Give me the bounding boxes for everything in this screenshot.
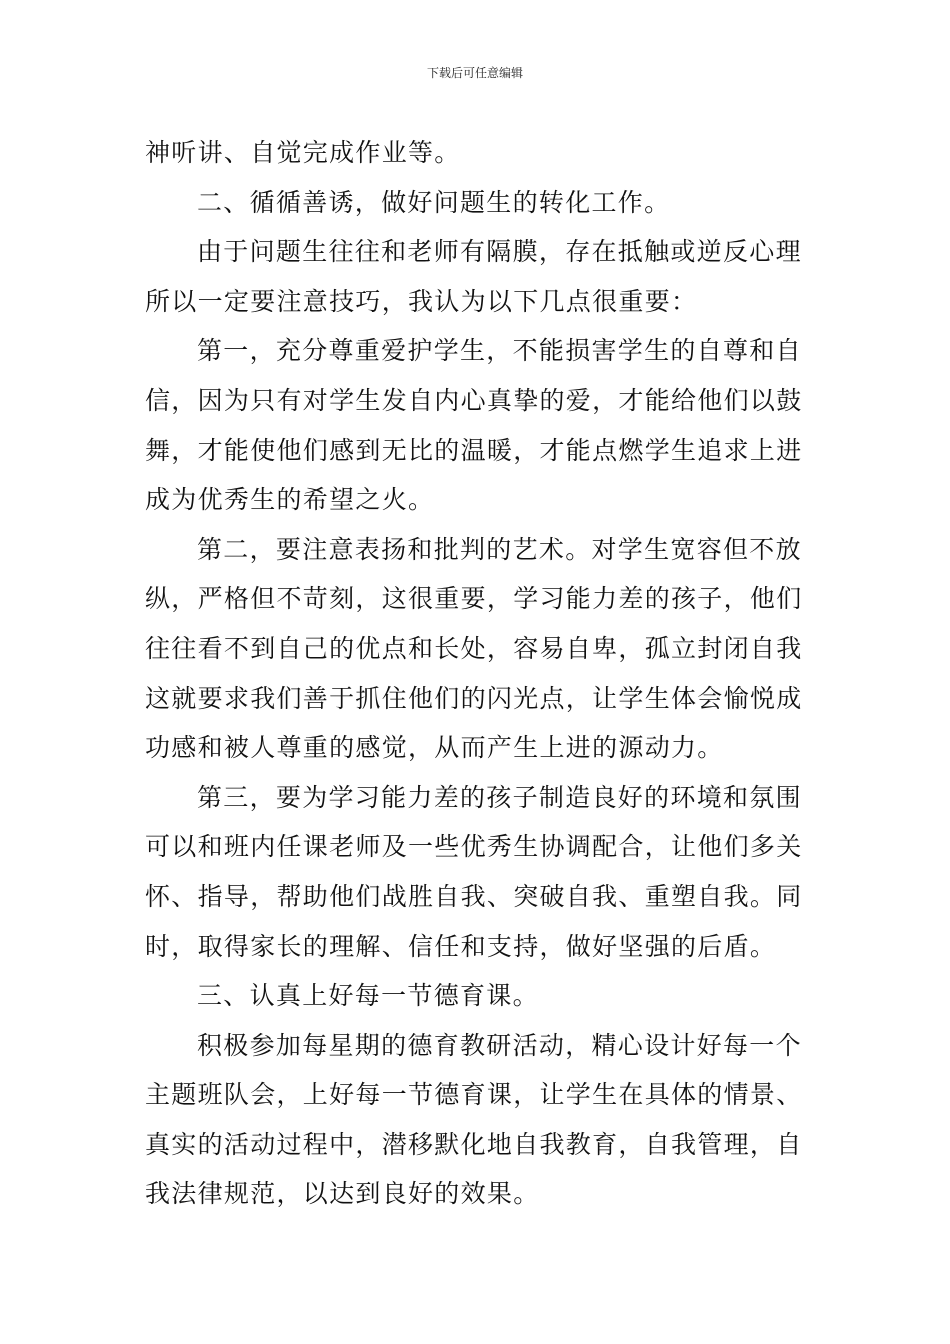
text-line: 可以和班内任课老师及一些优秀生协调配合，让他们多关 [145,832,803,862]
text-line: 怀、指导，帮助他们战胜自我、突破自我、重塑自我。同 [145,881,803,911]
text-line: 第三，要为学习能力差的孩子制造良好的环境和氛围 [197,782,802,812]
text-line: 信，因为只有对学生发自内心真挚的爱，才能给他们以鼓 [145,385,803,415]
text-line: 成为优秀生的希望之火。 [145,485,435,515]
text-line: 所以一定要注意技巧，我认为以下几点很重要： [145,286,698,316]
page-header: 下载后可任意编辑 [426,66,523,80]
document-body [145,128,810,1219]
text-line: 第一，充分尊重爱护学生，不能损害学生的自尊和自 [197,336,802,366]
text-line: 二、循循善诱，做好问题生的转化工作。 [197,187,671,217]
text-line: 第二，要注意表扬和批判的艺术。对学生宽容但不放 [197,534,802,564]
text-line: 神听讲、自觉完成作业等。 [145,138,461,167]
text-line: 纵，严格但不苛刻，这很重要，学习能力差的孩子，他们 [145,584,803,614]
text-line: 时，取得家长的理解、信任和支持，做好坚强的后盾。 [145,931,777,961]
text-line: 功感和被人尊重的感觉，从而产生上进的源动力。 [145,733,724,763]
text-line: 主题班队会，上好每一节德育课，让学生在具体的情景、 [145,1080,803,1110]
text-line: 这就要求我们善于抓住他们的闪光点，让学生体会愉悦成 [145,683,803,713]
text-line: 三、认真上好每一节德育课。 [197,981,539,1011]
text-line: 由于问题生往往和老师有隔膜，存在抵触或逆反心理 [197,237,802,267]
text-line: 我法律规范，以达到良好的效果。 [145,1179,540,1209]
text-line: 舞，才能使他们感到无比的温暖，才能点燃学生追求上进 [145,435,803,465]
text-line: 积极参加每星期的德育教研活动，精心设计好每一个 [197,1030,802,1060]
text-line: 真实的活动过程中，潜移默化地自我教育，自我管理，自 [145,1129,803,1159]
text-line: 往往看不到自己的优点和长处，容易自卑，孤立封闭自我 [145,633,803,663]
